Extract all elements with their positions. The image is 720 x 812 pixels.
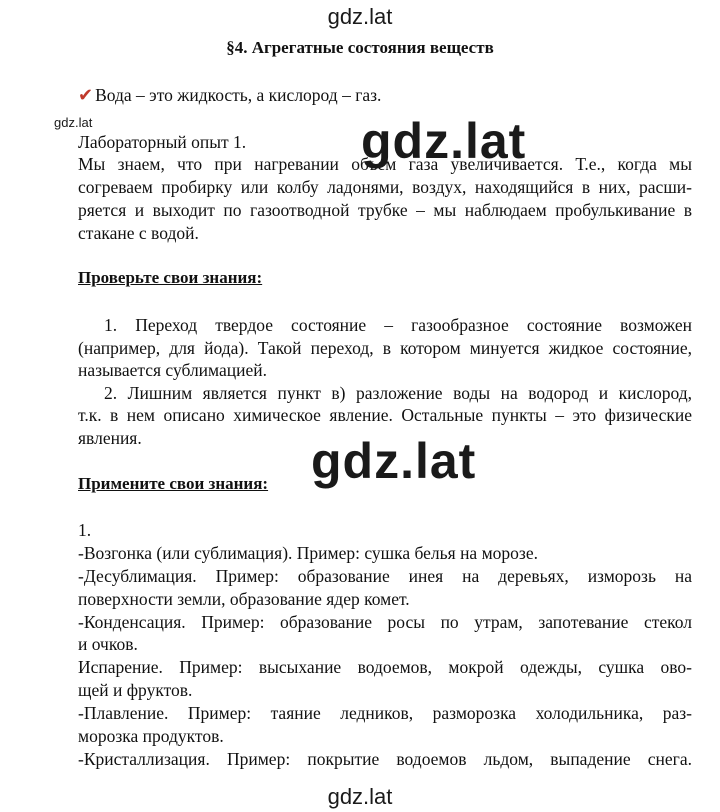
check-line: (например, для йода). Такой переход, в котором минуется жидкое состояние,: [78, 338, 692, 358]
intro-line: [78, 84, 692, 107]
watermark-top: gdz.lat: [327, 4, 393, 29]
page-title: §4. Агрегатные состояния веществ: [226, 38, 494, 57]
watermark-large: gdz.lat: [311, 433, 477, 489]
watermark-large: gdz.lat: [361, 113, 527, 169]
apply-line: поверхности земли, образование ядер комет.: [78, 589, 410, 609]
intro-text: Вода – это жидкость, а кислород – газ.: [95, 85, 382, 105]
apply-heading: Примените свои знания:: [78, 474, 269, 493]
apply-line: -Десублимация. Пример: образование инея на деревьях, изморозь на: [78, 566, 692, 586]
apply-line: -Конденсация. Пример: образование росы по утрам, запотевание стекол: [78, 612, 692, 632]
check-line: т.к. в нем описано химическое явление. Остальные пункты – это физические: [78, 405, 692, 425]
apply-line: -Возгонка (или сублимация). Пример: сушка белья на морозе.: [78, 543, 538, 563]
lab-line: согреваем пробирку или колбу ладонями, воздух, находящийся в них, расши-: [78, 177, 692, 197]
apply-line: -Кристаллизация. Пример: покрытие водоемов льдом, выпадение снега.: [78, 749, 692, 769]
check-line: 2. Лишним является пункт в) разложение воды на водород и кислород,: [104, 383, 692, 403]
watermark-bottom: gdz.lat: [327, 784, 393, 809]
lab-heading: Лабораторный опыт 1.: [78, 132, 247, 152]
check-line: называется сублимацией.: [78, 360, 268, 380]
checkmark-icon: ✔: [78, 85, 94, 106]
lab-line: Мы знаем, что при нагревании объем газа увеличивается. Т.е., когда мы: [78, 154, 692, 174]
apply-line: Испарение. Пример: высыхание водоемов, мокрой одежды, сушка ово-: [78, 657, 692, 677]
apply-line: -Плавление. Пример: таяние ледников, разморозка холодильника, раз-: [78, 703, 692, 723]
apply-line: 1.: [78, 520, 92, 540]
check-heading: Проверьте свои знания:: [78, 268, 263, 287]
check-line: явления.: [78, 428, 142, 448]
apply-line: морозка продуктов.: [78, 726, 224, 746]
apply-line: щей и фруктов.: [78, 680, 193, 700]
apply-line: и очков.: [78, 634, 138, 654]
lab-line: ряется и выходит по газоотводной трубке – мы наблюдаем пробулькивание в: [78, 200, 692, 220]
watermark-small: gdz.lat: [54, 115, 93, 130]
lab-line: стакане с водой.: [78, 223, 199, 243]
check-line: 1. Переход твердое состояние – газообразное состояние возможен: [104, 315, 692, 335]
